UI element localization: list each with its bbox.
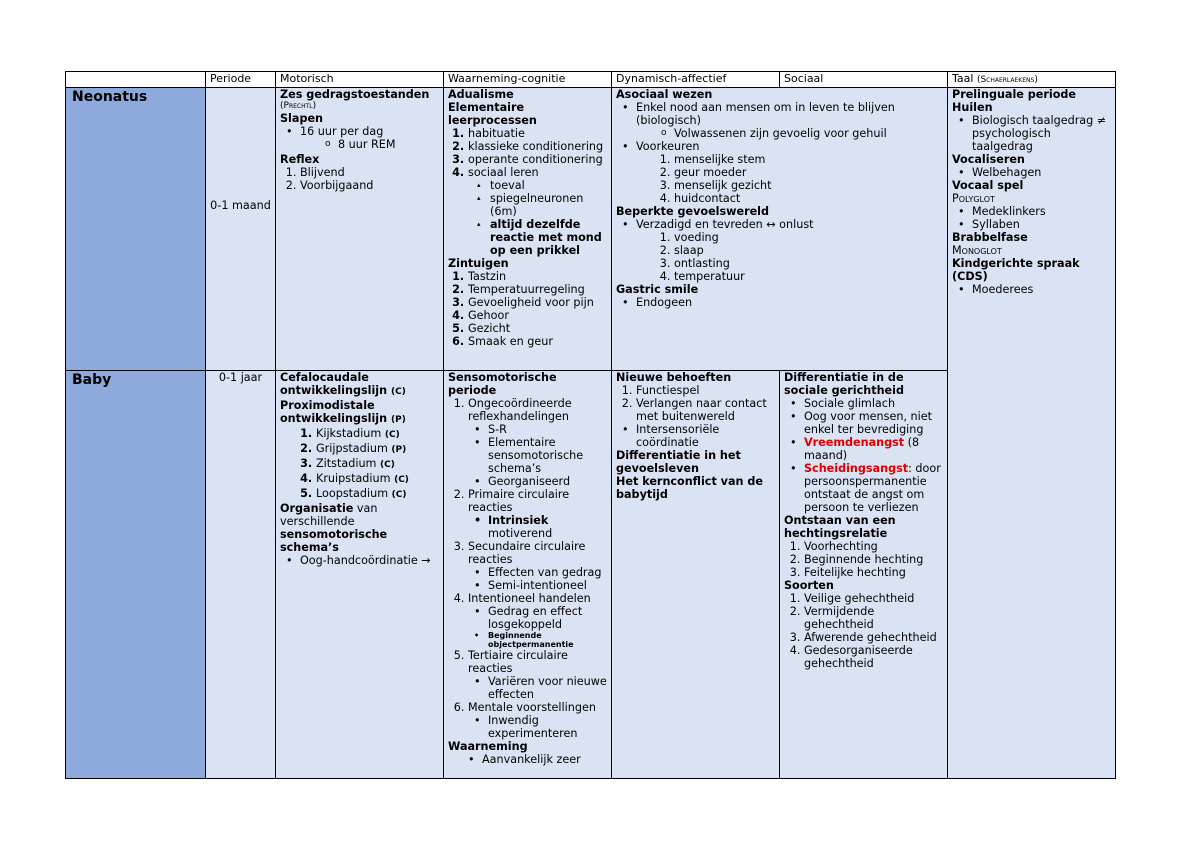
development-table [65,71,1116,779]
kernconflict-heading: Het kernconflict van de babytijd [616,475,763,501]
sociaal-list [784,397,943,514]
list-item: 1. Veilige gehechtheid [804,592,943,605]
prechtl-source: (Prechtl) [280,101,317,111]
organisatie-line: Organisatie van verschillende [280,502,378,528]
adualisme-heading: Adualisme [448,88,514,101]
header-row [66,72,1116,88]
differentiatie-gevoel-heading: Differentiatie in het gevoelsleven [616,449,741,475]
soorten-heading: Soorten [784,579,834,592]
list-item: • Syllaben [972,218,1111,231]
list-item: • Endogeen [636,296,943,309]
beperkte-sublist [616,231,943,283]
neonatus-motorisch [276,88,444,371]
list-item: 6. Mentale voorstellingen • Inwendig experimenteren [468,701,607,740]
list-item: • Scheidingsangst: door persoonspermanentie ontstaat de angst om persoon te verliezen [804,462,943,514]
list-item: • Effecten van gedrag [488,566,607,579]
neonatus-dynamisch [612,88,948,371]
list-item: • Aanvankelijk zeer [482,753,607,766]
list-item: 3. operante conditionering [468,153,607,166]
list-item: ▴ altijd dezelfde reactie met mond op een prikkel [490,218,607,257]
header-waarneming: Waarneming-cognitie [444,72,612,88]
soorten-list [784,592,943,670]
list-item: 2. geur moeder [674,166,943,179]
leerprocessen-heading: Elementaire leerprocessen [448,101,537,127]
sensomotorische-schemas: sensomotorische schema’s [280,528,388,554]
header-blank [66,72,206,88]
list-item: 2. Vermijdende gehechtheid [804,605,943,631]
vocaal-spel-heading: Vocaal spel [952,179,1024,192]
list-item: • 16 uur per dag [300,125,439,138]
hechtingsrelatie-heading: Ontstaan van een hechtingsrelatie [784,514,896,540]
list-item: o 8 uur REM [338,138,439,151]
baby-waarneming [444,371,612,779]
list-item: 4. Kruipstadium (C) [316,472,439,487]
header-periode: Periode [206,72,276,88]
cds-list [952,283,1111,296]
huilen-heading: Huilen [952,101,993,114]
list-item: o Volwassenen zijn gevoelig voor gehuil [674,127,943,140]
stage-neonatus: Neonatus [66,88,206,371]
header-taal-source: (Schaerlaekens) [976,75,1038,85]
periode-neonatus: 0-1 maand [206,88,276,371]
differentiatie-sociaal-heading: Differentiatie in de sociale gerichtheid [784,371,904,397]
vocaliseren-list [952,166,1111,179]
list-item: 2. klassieke conditionering [468,140,607,153]
list-item: ▴ spiegelneuronen (6m) [490,192,607,218]
list-item: 3. Feitelijke hechting [804,566,943,579]
monoglot-label: Monoglot [952,244,1002,257]
list-item: 3. Secundaire circulaire reacties • Effecten van gedrag • Semi-intentioneel [468,540,607,592]
list-item: • Variëren voor nieuwe effecten [488,675,607,701]
sub-list [468,605,607,649]
list-item: 2. Temperatuurregeling [468,283,607,296]
gastric-heading: Gastric smile [616,283,699,296]
list-item: • Medeklinkers [972,205,1111,218]
motiverend-text: motiverend [488,527,553,540]
list-item: 1. Kijkstadium (C) [316,427,439,442]
prelinguale-heading: Prelinguale periode [952,88,1077,101]
list-item: • Semi-intentioneel [488,579,607,592]
waarneming-list [448,753,607,766]
zintuigen-heading: Zintuigen [448,257,509,270]
list-item: 4. temperatuur [674,270,943,283]
list-item: • Vreemdenangst (8 maand) [804,436,943,462]
gedragstoestanden-title: Zes gedragstoestanden [280,88,430,101]
list-item: 5. Gezicht [468,322,607,335]
sensomotorische-heading: Sensomotorische periode [448,371,557,397]
sub-list [468,714,607,740]
list-item: • Biologisch taalgedrag ≠ psychologisch taalgedrag [972,114,1111,153]
sociaal-leren-sublist [448,179,607,257]
header-taal: Taal (Schaerlaekens) [948,72,1116,88]
list-item: • Georganiseerd [488,475,607,488]
list-item: ▴ toeval [490,179,607,192]
list-item: 2. slaap [674,244,943,257]
list-item: 1. Voorhechting [804,540,943,553]
beperkte-heading: Beperkte gevoelswereld [616,205,770,218]
slapen-list [280,125,439,138]
reflex-list [280,166,439,192]
asociaal-sublist [616,127,943,140]
list-item: • Oog voor mensen, niet enkel ter bevrediging [804,410,943,436]
sub-list [468,514,607,527]
list-item: • Moederees [972,283,1111,296]
list-item: • Oog-handcoördinatie → [300,554,439,567]
taal-column [948,88,1116,779]
behoeften-list [616,384,775,423]
list-item: 5. Loopstadium (C) [316,487,439,502]
oog-list [280,554,439,567]
sub-list [468,423,607,488]
hechting-list [784,540,943,579]
list-item: • Enkel nood aan mensen om in leven te blijven (biologisch) [636,101,906,127]
stadia-sensomotorisch [448,397,607,740]
sub-list [468,675,607,701]
list-item: 1. voeding [674,231,943,244]
stage-baby: Baby [66,371,206,779]
periode-baby: 0-1 jaar [206,371,276,779]
list-item: • Gedrag en effect losgekoppeld [488,605,607,631]
list-item: 4. huidcontact [674,192,943,205]
list-item: 2. Verlangen naar contact met buitenwereld [636,397,775,423]
beperkte-list [616,218,943,231]
list-item: 1. Functiespel [636,384,775,397]
list-item: 1. habituatie [468,127,607,140]
gastric-list [616,296,943,309]
asociaal-heading: Asociaal wezen [616,88,713,101]
list-item: 1. Tastzin [468,270,607,283]
list-item: 2. Voorbijgaand [300,179,439,192]
list-item: 3. ontlasting [674,257,943,270]
list-item: • Sociale glimlach [804,397,943,410]
voorkeuren-sublist [616,153,943,205]
list-item: • Verzadigd en tevreden ↔ onlust [636,218,943,231]
list-item: 4. Gehoor [468,309,607,322]
list-item: 2. Grijpstadium (P) [316,442,439,457]
list-item: 4. Gedesorganiseerde gehechtheid [804,644,943,670]
intersensoriele-list [616,423,775,449]
list-item: 1. Blijvend [300,166,439,179]
polyglot-label: Polyglot [952,192,995,205]
baby-dynamisch [612,371,780,779]
neonatus-waarneming [444,88,612,371]
baby-motorisch [276,371,444,779]
waarneming-heading: Waarneming [448,740,528,753]
nieuwe-behoeften-heading: Nieuwe behoeften [616,371,732,384]
list-item: 4. sociaal leren [468,166,607,179]
list-item: 3. Zitstadium (C) [316,457,439,472]
brabbelfase-heading: Brabbelfase [952,231,1028,244]
list-item: 4. Intentioneel handelen • Gedrag en effect losgekoppeld • Beginnende objectpermanentie [468,592,607,649]
list-item: 3. Gevoeligheid voor pijn [468,296,607,309]
cds-heading: Kindgerichte spraak (CDS) [952,257,1080,283]
voorkeuren-list [616,140,943,153]
list-item: 1. menselijke stem [674,153,943,166]
list-item: • S-R [488,423,607,436]
asociaal-list [616,101,943,127]
list-item: 3. menselijk gezicht [674,179,943,192]
list-item: • Inwendig experimenteren [488,714,607,740]
zintuigen-list [448,270,607,348]
baby-sociaal [780,371,948,779]
slapen-sublist [280,138,439,151]
sub-list [468,566,607,592]
neonatus-row [66,88,1116,371]
list-item: • Welbehagen [972,166,1111,179]
list-item: • Intersensoriële coördinatie [636,423,775,449]
header-motorisch: Motorisch [276,72,444,88]
list-item: • Beginnende objectpermanentie [488,631,607,649]
proximodistale-line: Proximodistale ontwikkelingslijn (P) [280,399,406,425]
list-item: 2. Beginnende hechting [804,553,943,566]
stadia-list [280,427,439,502]
vocaal-list [952,205,1111,231]
list-item: 1. Ongecoördineerde reflexhandelingen • S-R • Elementaire sensomotorische schema’s • Georganiseerd [468,397,607,488]
list-item: 6. Smaak en geur [468,335,607,348]
list-item: 3. Afwerende gehechtheid [804,631,943,644]
cefalocaudale-line: Cefalocaudale ontwikkelingslijn (C) [280,371,406,397]
list-item: • Elementaire sensomotorische schema’s [488,436,607,475]
reflex-heading: Reflex [280,153,320,166]
header-sociaal: Sociaal [780,72,948,88]
header-dynamisch: Dynamisch-affectief [612,72,780,88]
huilen-list [952,114,1111,153]
list-item: • Intrinsiek [488,514,607,527]
list-item: • Voorkeuren [636,140,943,153]
list-item: 2. Primaire circulaire reacties • Intrinsiek motiverend [468,488,607,540]
slapen-heading: Slapen [280,112,324,125]
leerprocessen-list [448,127,607,179]
list-item: 5. Tertiaire circulaire reacties • Variëren voor nieuwe effecten [468,649,607,701]
vocaliseren-heading: Vocaliseren [952,153,1025,166]
